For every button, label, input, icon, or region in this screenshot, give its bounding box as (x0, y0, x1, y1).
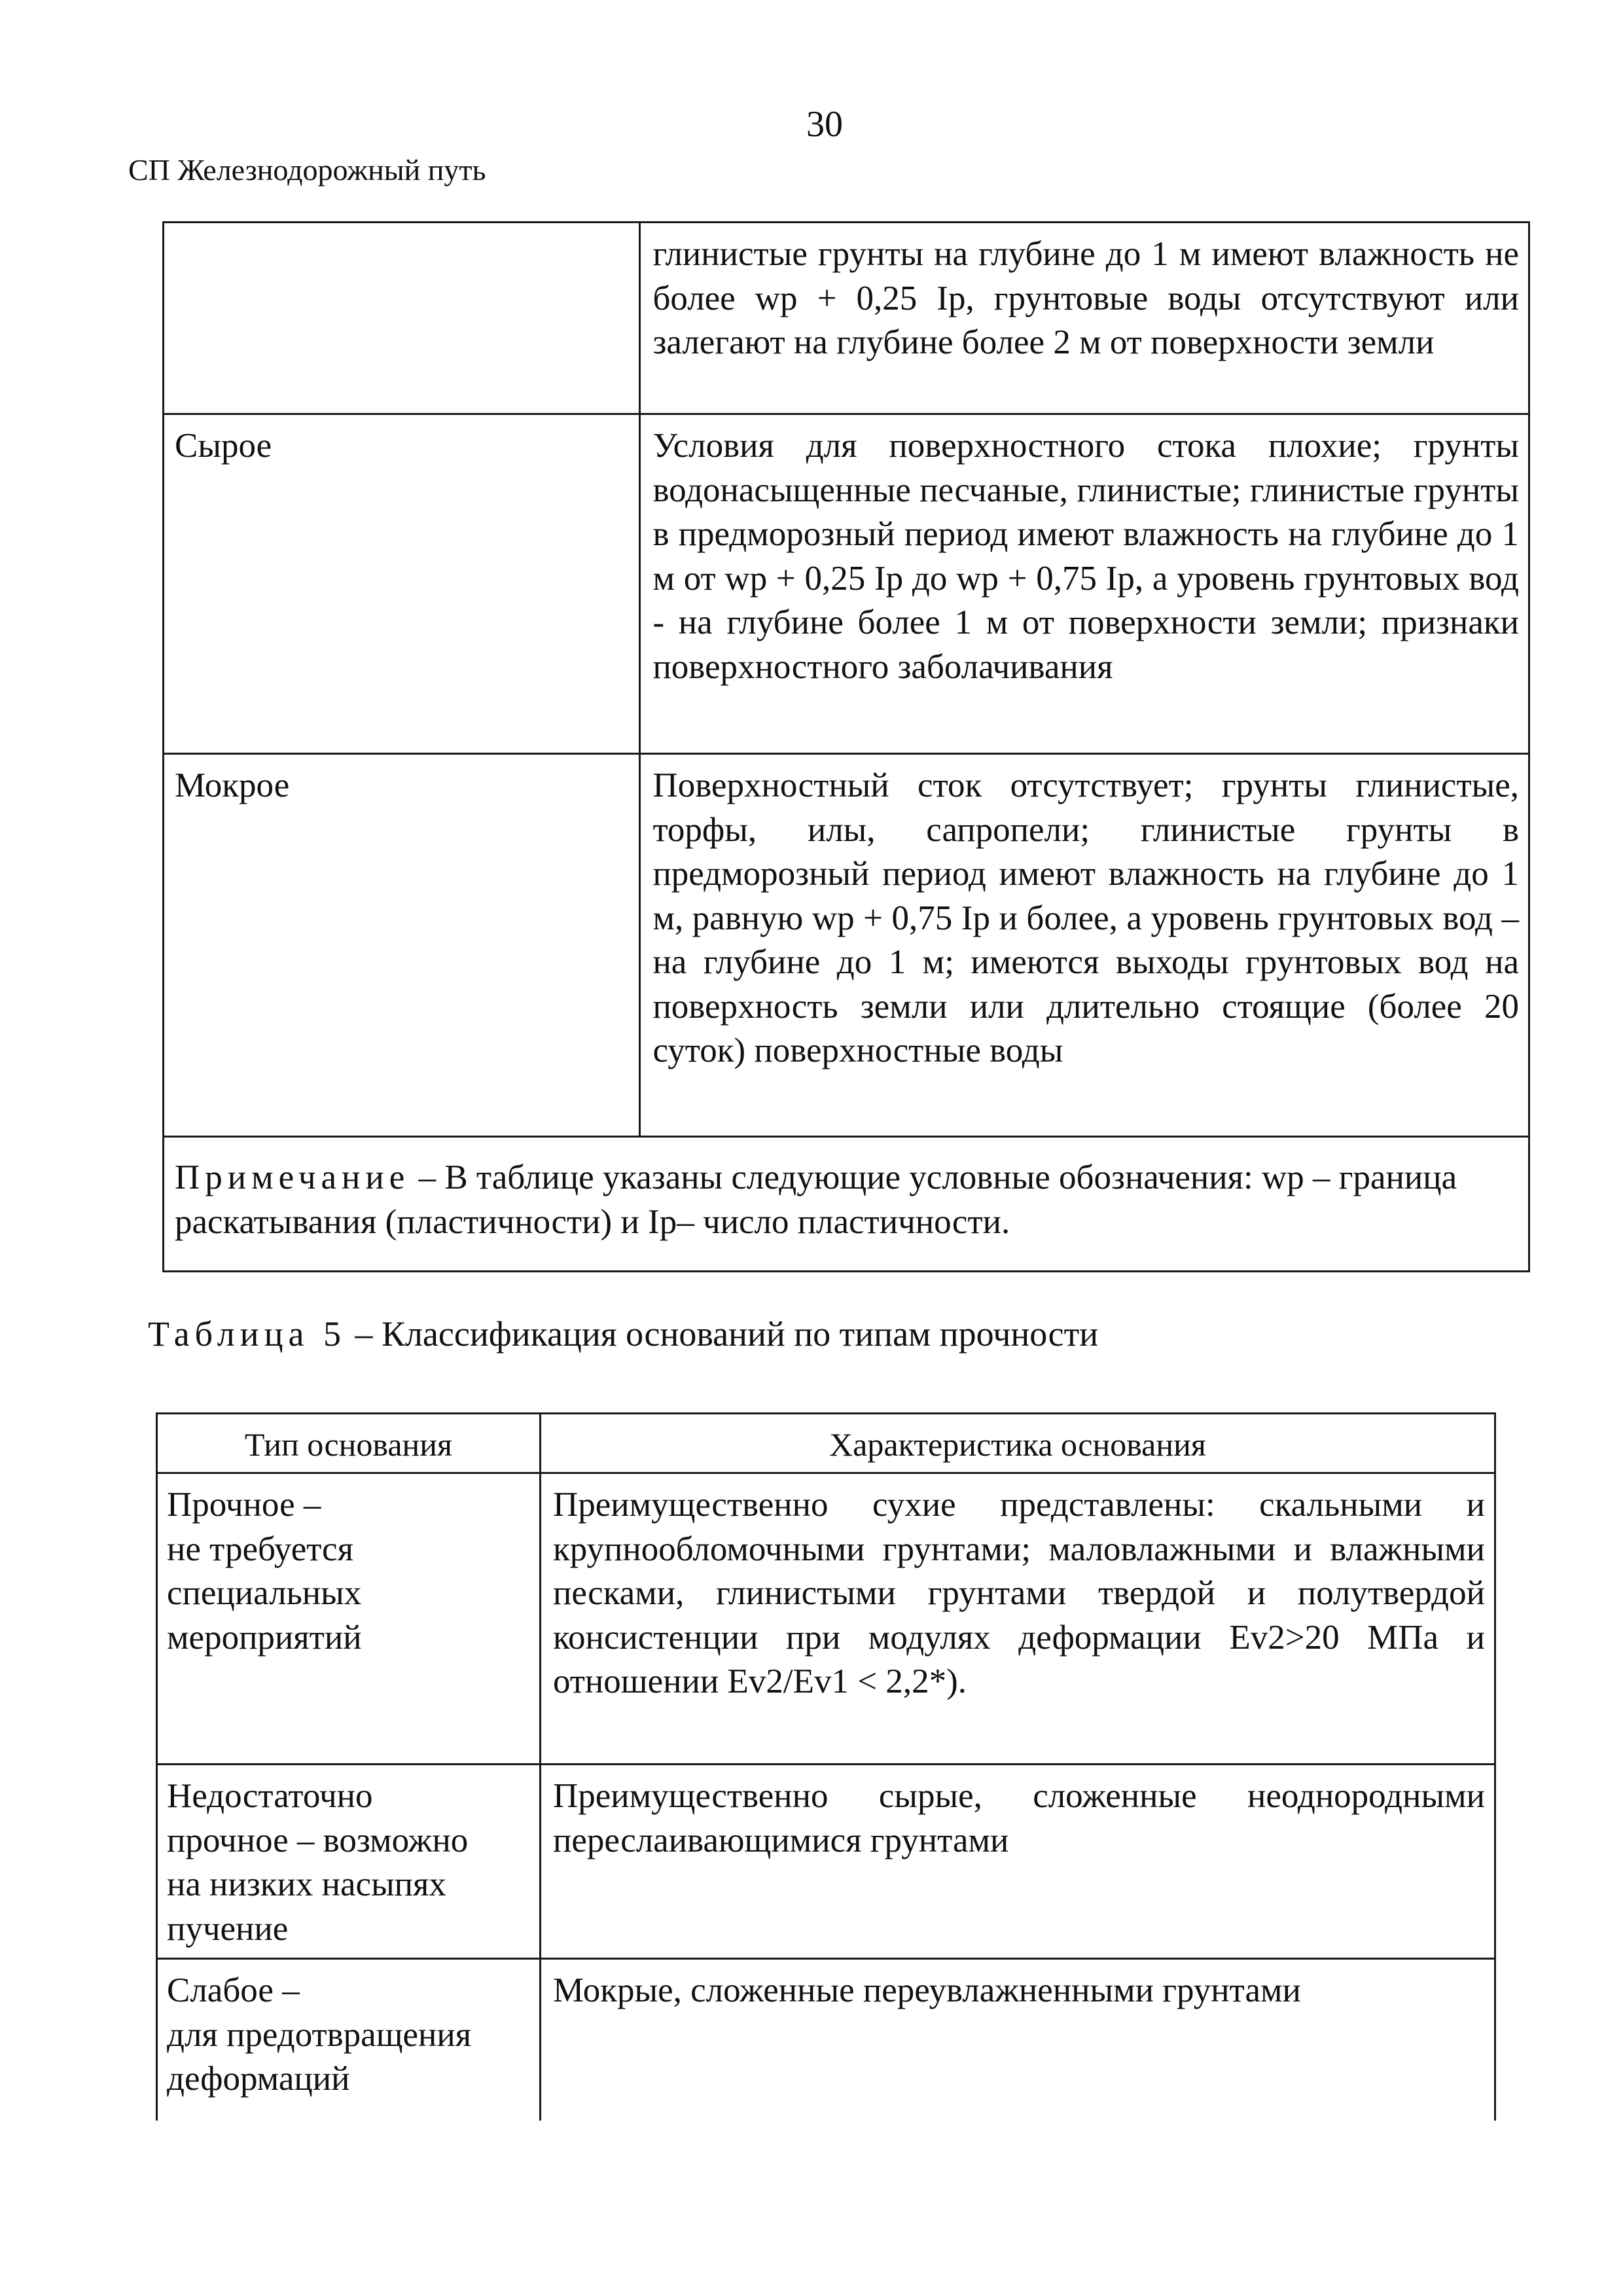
table5-caption (148, 1313, 1098, 1355)
column-header: Характеристика основания (540, 1414, 1495, 1473)
type-line: Слабое – (167, 1971, 300, 2009)
type-line: прочное – возможно (167, 1821, 469, 1859)
type-line: Прочное – (167, 1486, 321, 1524)
soil-moisture-table (162, 221, 1530, 1272)
type-line: пучение (167, 1909, 289, 1948)
type-cell (157, 1765, 541, 1959)
state-cell: Мокрое (164, 754, 640, 1137)
note-label: Примечание (175, 1158, 410, 1196)
state-cell (164, 223, 640, 414)
state-cell: Сырое (164, 414, 640, 754)
table-row (157, 1765, 1495, 1959)
type-line: деформаций (167, 2060, 350, 2098)
type-line: мероприятий (167, 1618, 362, 1657)
table-row (157, 1473, 1495, 1765)
table-row (164, 223, 1529, 414)
type-cell (157, 1959, 541, 2121)
table-row (157, 1959, 1495, 2121)
table-row (164, 414, 1529, 754)
description-cell: Преимущественно сухие представлены: скальными и крупнообломочными грунтами; маловлажными и влажными песками, глинистыми грунтами твердой и полутвердой консистенции при модулях деформации Ev2>20 МПа и отношении Ev2/Ev1 < 2,2*). (540, 1473, 1495, 1765)
note-text: – В таблице указаны следующие условные обозначения: wp – граница раскатывания (пластичности) и Ip– число пластичности. (175, 1158, 1457, 1241)
description-cell: Мокрые, сложенные переувлажненными грунтами (540, 1959, 1495, 2121)
type-line: на низких насыпях (167, 1865, 446, 1903)
type-line: специальных (167, 1574, 362, 1612)
running-header: СП Железнодорожный путь (128, 153, 486, 187)
description-cell: глинистые грунты на глубине до 1 м имеют влажность не более wp + 0,25 Ip, грунтовые воды отсутствуют или залегают на глубине более 2 м от поверхности земли (640, 223, 1529, 414)
type-line: для предотвращения (167, 2015, 472, 2054)
table-row (164, 754, 1529, 1137)
caption-text: – Классификация оснований по типам прочности (355, 1314, 1099, 1354)
description-cell: Поверхностный сток отсутствует; грунты глинистые, торфы, илы, сапропели; глинистые грунты в предморозный период имеют влажность на глубине до 1 м, равную wp + 0,75 Ip и более, а уровень грунтовых вод – на глубине до 1 м; имеются выходы грунтовых вод на поверхность земли или длительно стоящие (более 20 суток) поверхностные воды (640, 754, 1529, 1137)
table-note-row (164, 1137, 1529, 1272)
type-cell (157, 1473, 541, 1765)
caption-label: Таблица 5 (148, 1314, 346, 1354)
type-line: Недостаточно (167, 1777, 373, 1815)
table-header-row (157, 1414, 1495, 1473)
type-line: не требуется (167, 1530, 353, 1568)
description-cell: Условия для поверхностного стока плохие; грунты водонасыщенные песчаные, глинистые; глинистые грунты в предморозный период имеют влажность на глубине до 1 м от wp + 0,25 Ip до wp + 0,75 Ip, а уровень грунтовых вод - на глубине более 1 м от поверхности земли; признаки поверхностного заболачивания (640, 414, 1529, 754)
foundation-strength-table (156, 1412, 1496, 2121)
table-note (164, 1137, 1529, 1272)
page-number: 30 (806, 104, 843, 145)
column-header: Тип основания (157, 1414, 541, 1473)
description-cell: Преимущественно сырые, сложенные неоднородными переслаивающимися грунтами (540, 1765, 1495, 1959)
